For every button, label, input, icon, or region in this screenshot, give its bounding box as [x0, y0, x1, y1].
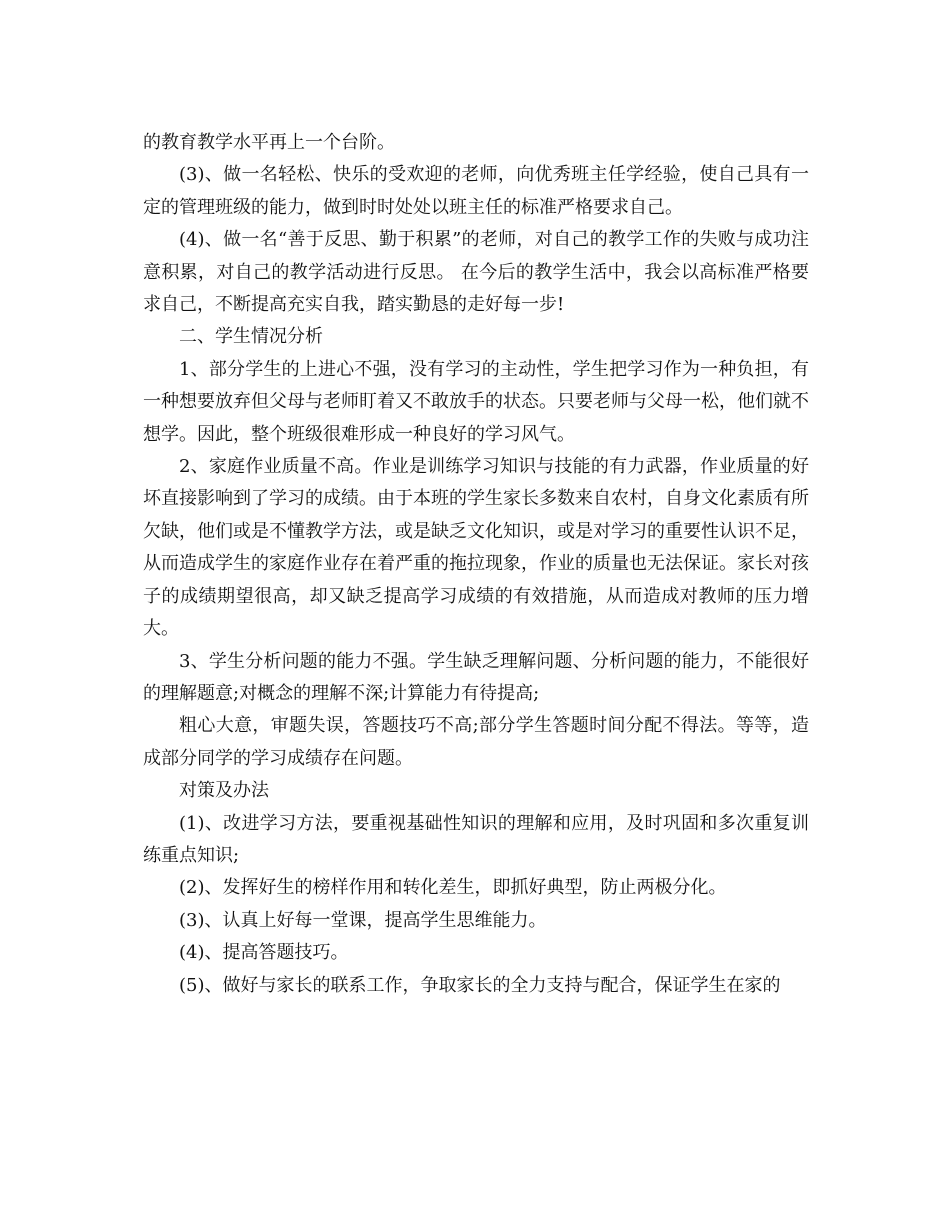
paragraph-measure-2: (2)、发挥好生的榜样作用和转化差生，即抓好典型，防止两极分化。 — [179, 877, 727, 899]
paragraph-analysis-3-continued: 粗心大意，审题失误，答题技巧不高;部分学生答题时间分配不得法。等等，造成部分同学的学习成绩存在问题。 — [143, 715, 809, 769]
document-body — [143, 127, 809, 1002]
paragraph-analysis-3: 3、学生分析问题的能力不强。学生缺乏理解问题、分析问题的能力，不能很好的理解题意;对概念的理解不深;计算能力有待提高; — [143, 650, 809, 704]
section-heading-measures: 对策及办法 — [179, 780, 269, 802]
paragraph-item-4: (4)、做一名“善于反思、勤于积累”的老师，对自己的教学工作的失败与成功注意积累，对自己的教学活动进行反思。 在今后的教学生活中，我会以高标准严格要求自己，不断提高充实自我，踏实勤恳的走好每一步! — [143, 229, 809, 316]
paragraph-measure-3: (3)、认真上好每一堂课，提高学生思维能力。 — [179, 909, 547, 931]
paragraph-analysis-2: 2、家庭作业质量不高。作业是训练学习知识与技能的有力武器，作业质量的好坏直接影响到了学习的成绩。由于本班的学生家长多数来自农村，自身文化素质有所欠缺，他们或是不懂教学方法，或是缺乏文化知识，或是对学习的重要性认识不足，从而造成学生的家庭作业存在着严重的拖拉现象，作业的质量也无法保证。家长对孩子的成绩期望很高，却又缺乏提高学习成绩的有效措施，从而造成对教师的压力增大。 — [143, 456, 809, 640]
paragraph-analysis-1: 1、部分学生的上进心不强，没有学习的主动性，学生把学习作为一种负担，有一种想要放弃但父母与老师盯着又不敢放手的状态。只要老师与父母一松，他们就不想学。因此，整个班级很难形成一种良好的学习风气。 — [143, 358, 809, 445]
paragraph-measure-5: (5)、做好与家长的联系工作，争取家长的全力支持与配合，保证学生在家的 — [179, 974, 781, 996]
section-heading-student-analysis: 二、学生情况分析 — [179, 326, 323, 348]
paragraph-measure-4: (4)、提高答题技巧。 — [179, 942, 349, 964]
paragraph-measure-1: (1)、改进学习方法，要重视基础性知识的理解和应用，及时巩固和多次重复训练重点知识; — [143, 812, 809, 866]
paragraph-item-3: (3)、做一名轻松、快乐的受欢迎的老师，向优秀班主任学经验，使自己具有一定的管理班级的能力，做到时时处处以班主任的标准严格要求自己。 — [143, 164, 809, 218]
paragraph-continuation: 的教育教学水平再上一个台阶。 — [143, 132, 395, 153]
